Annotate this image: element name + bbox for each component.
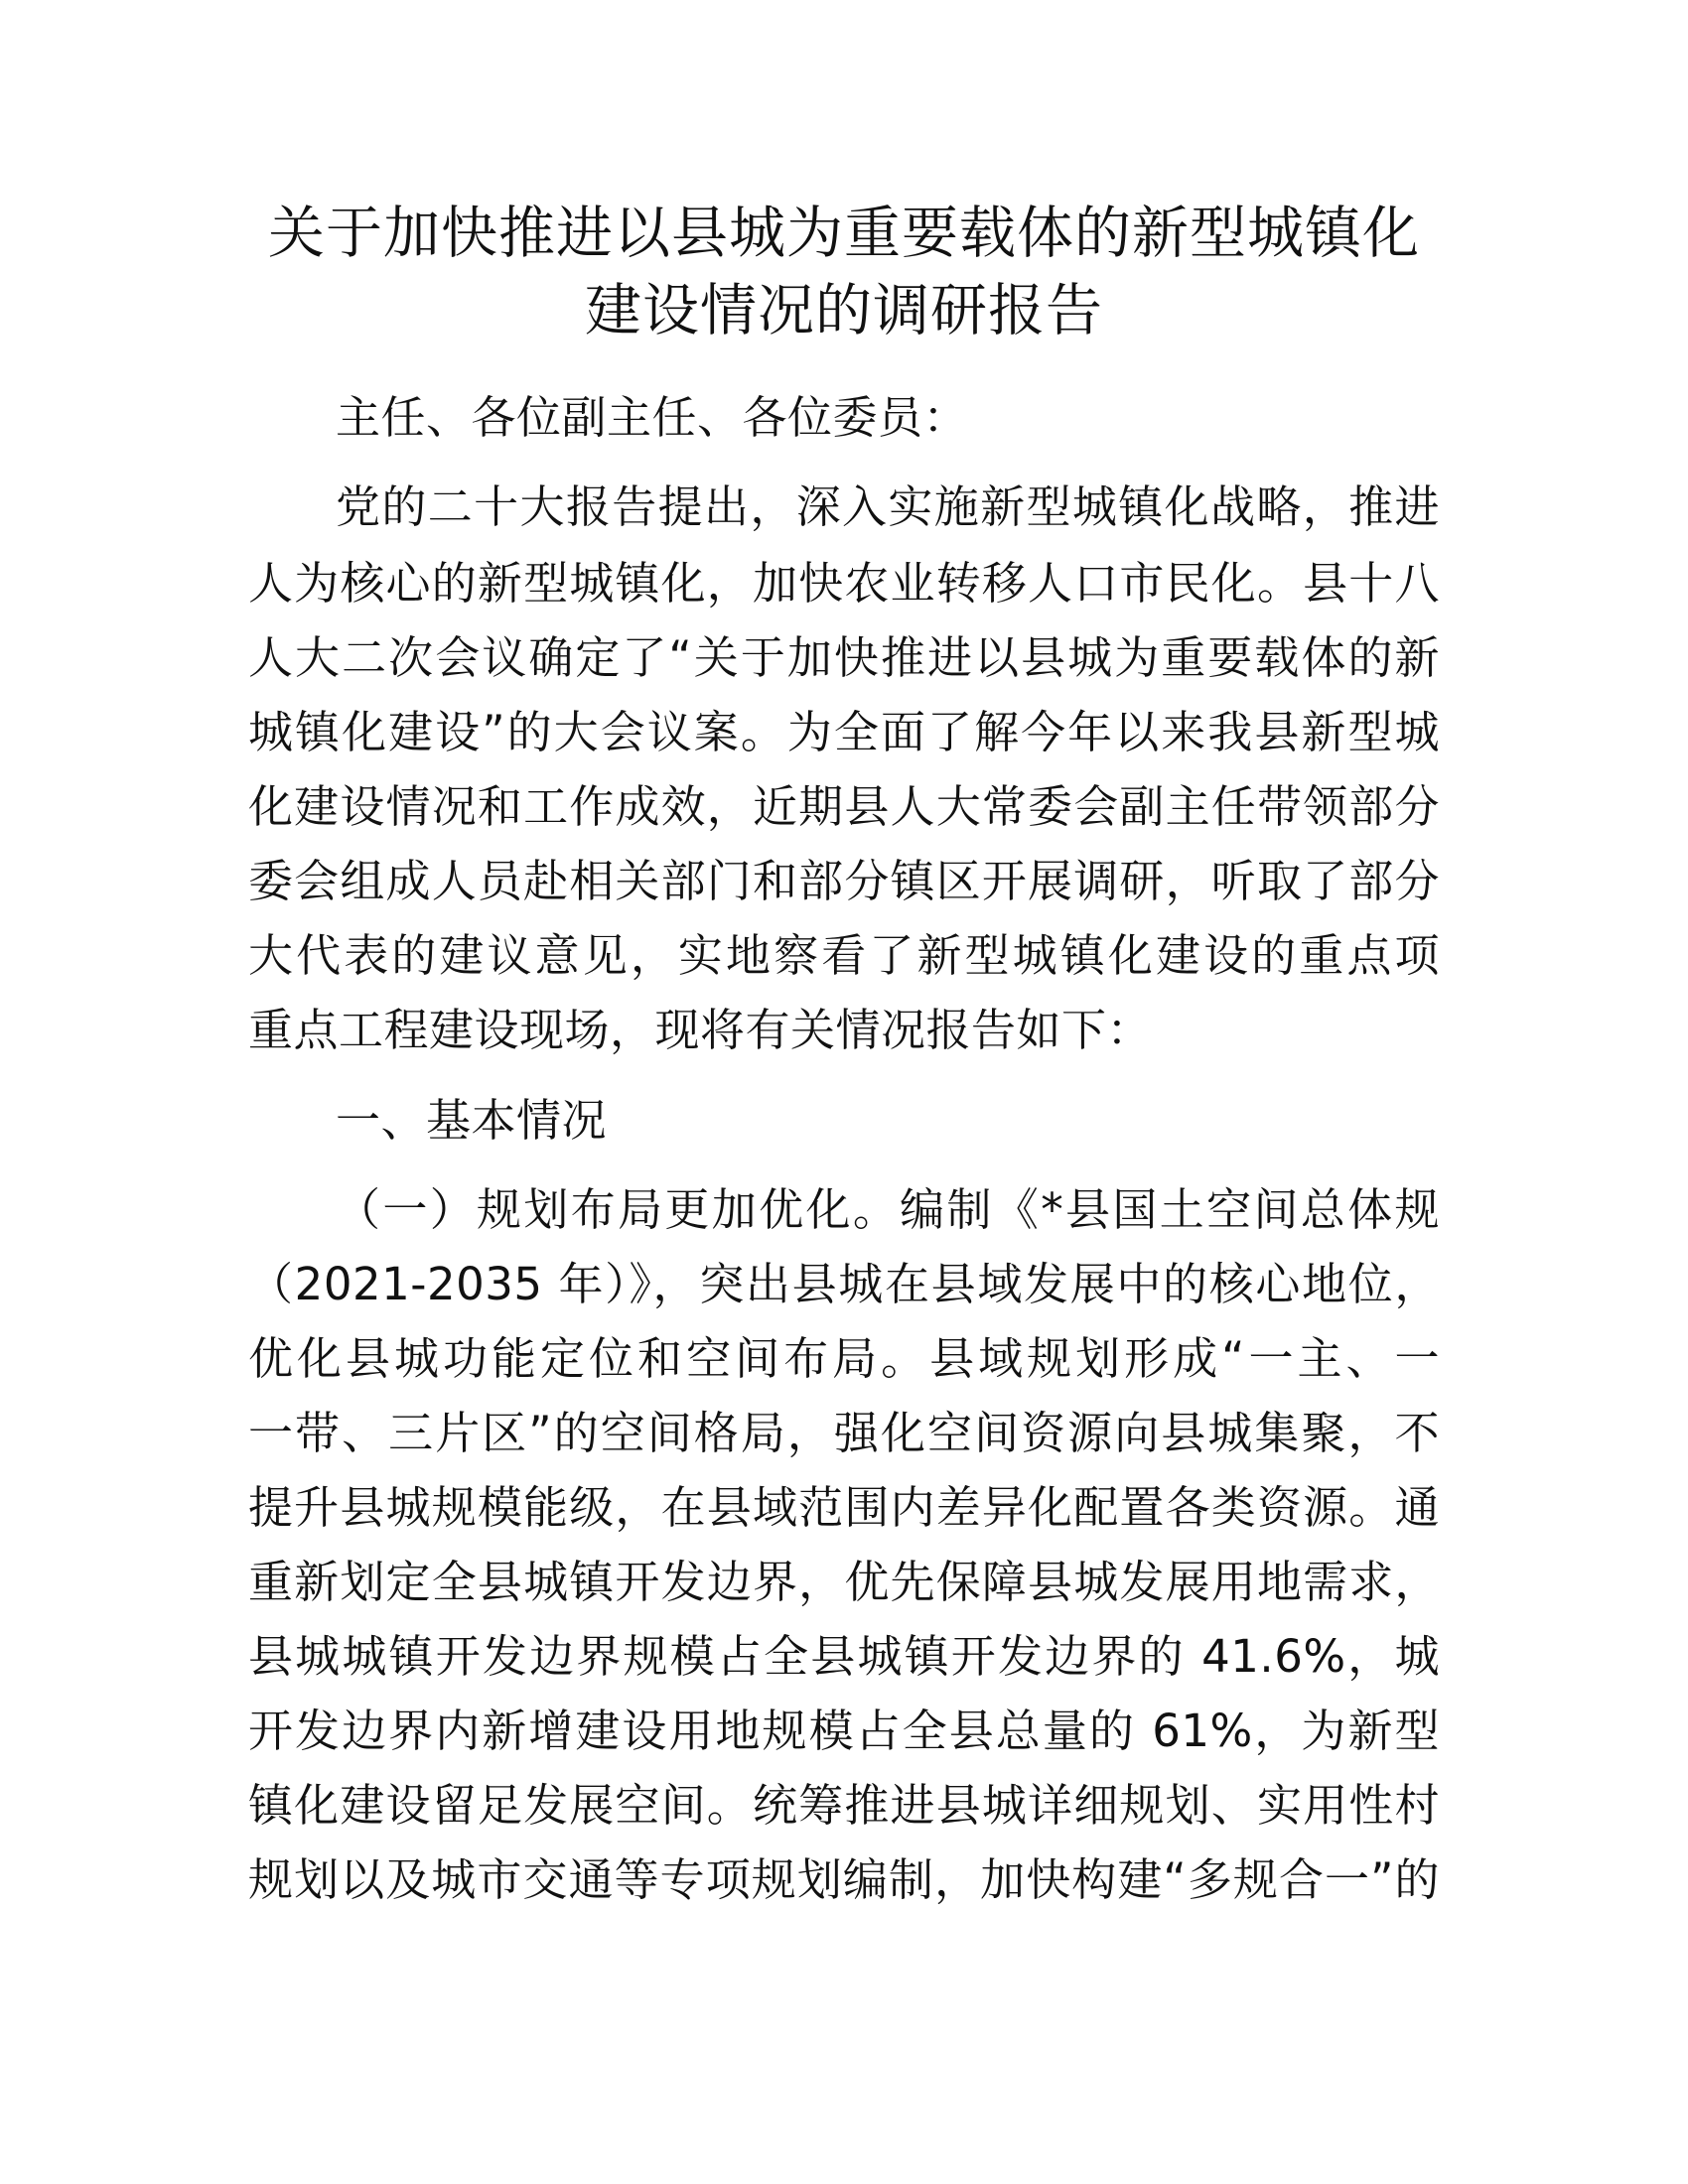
body-line: 重点工程建设现场，现将有关情况报告如下： <box>248 1004 1153 1056</box>
section-line: 优化县城功能定位和空间布局。县域规划形成“一主、一 <box>248 1332 1440 1385</box>
body-line: 大代表的建议意见，实地察看了新型城镇化建设的重点项 <box>248 929 1440 982</box>
section-line: 镇化建设留足发展空间。统筹推进县城详细规划、实用性村 <box>248 1779 1440 1832</box>
body-line: 党的二十大报告提出，深入实施新型城镇化战略，推进 <box>336 480 1440 533</box>
section-line: （一）规划布局更加优化。编制《*县国土空间总体规 <box>336 1183 1440 1236</box>
body-line: 城镇化建设”的大会议案。为全面了解今年以来我县新型城 <box>248 706 1440 758</box>
section-line: 重新划定全县城镇开发边界，优先保障县城发展用地需求， <box>248 1556 1440 1608</box>
body-line: 人大二次会议确定了“关于加快推进以县城为重要载体的新 <box>248 631 1440 684</box>
section-line: 规划以及城市交通等专项规划编制，加快构建“多规合一”的 <box>248 1853 1440 1906</box>
salutation: 主任、各位副主任、各位委员： <box>336 391 969 444</box>
body-line: 委会组成人员赴相关部门和部分镇区开展调研，听取了部分 <box>248 855 1440 907</box>
section-line: 提升县城规模能级，在县域范围内差异化配置各类资源。通 <box>248 1481 1440 1534</box>
section-line: （2021-2035 年）》，突出县城在县域发展中的核心地位， <box>248 1258 1440 1310</box>
title-line-2: 建设情况的调研报告 <box>585 278 1103 343</box>
section-line: 一带、三片区”的空间格局，强化空间资源向县城集聚，不 <box>248 1407 1440 1459</box>
title-line-1: 关于加快推进以县城为重要载体的新型城镇化 <box>268 201 1420 266</box>
document-title <box>199 195 1489 349</box>
section-line: 开发边界内新增建设用地规模占全县总量的 61%，为新型 <box>248 1705 1440 1757</box>
section-heading: 一、基本情况 <box>336 1094 608 1147</box>
body-line: 人为核心的新型城镇化，加快农业转移人口市民化。县十八 <box>248 557 1440 610</box>
body-line: 化建设情况和工作成效，近期县人大常委会副主任带领部分 <box>248 780 1440 833</box>
section-line: 县城城镇开发边界规模占全县城镇开发边界的 41.6%，城 <box>248 1630 1440 1683</box>
